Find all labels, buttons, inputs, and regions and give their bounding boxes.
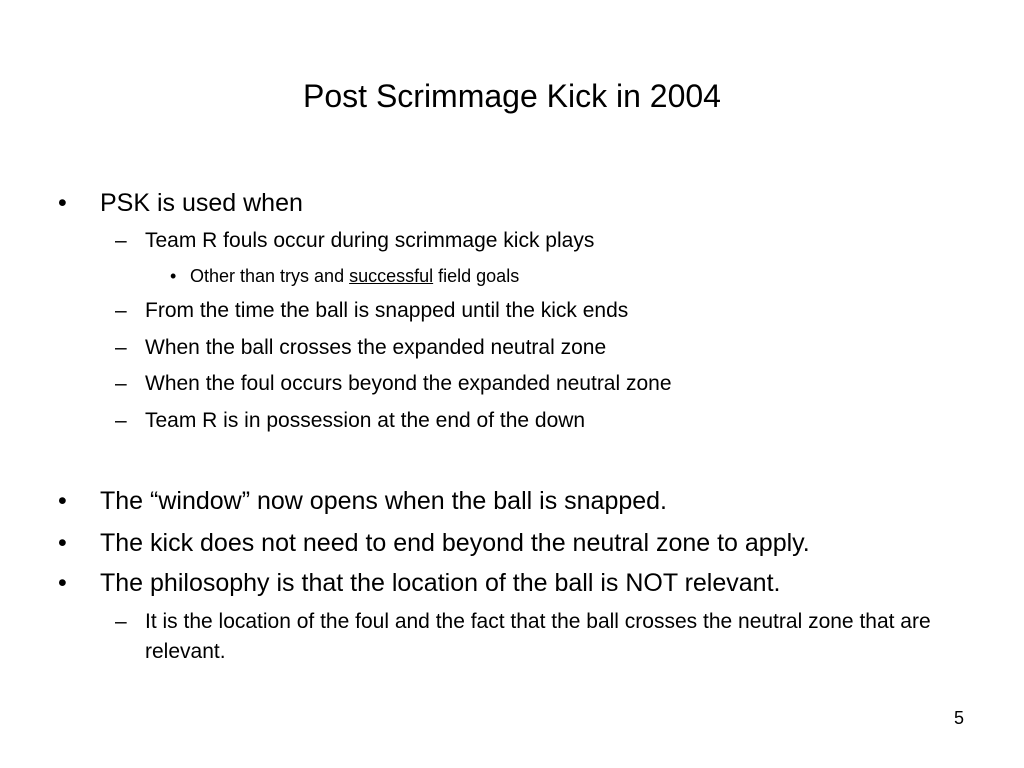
underlined-text: successful <box>349 266 434 286</box>
dash-icon: – <box>115 409 127 432</box>
bullet-dot-icon: • <box>58 569 67 597</box>
bullet-dot-icon: • <box>170 266 177 286</box>
dash-icon: – <box>115 229 127 252</box>
slide-title: Post Scrimmage Kick in 2004 <box>303 78 721 114</box>
sub-bullet-text: Team R is in possession at the end of the down <box>145 409 586 432</box>
sub-bullet-text: Team R fouls occur during scrimmage kick plays <box>145 229 595 252</box>
text-segment: Other than trys and <box>190 266 350 286</box>
bullet-dot-icon: • <box>58 189 67 217</box>
text-segment: field goals <box>433 266 520 286</box>
bullet-dot-icon: • <box>58 529 67 557</box>
bullet-text: The “window” now opens when the ball is snapped. <box>100 487 668 515</box>
bullet-text: The philosophy is that the location of the ball is NOT relevant. <box>100 569 781 597</box>
sub-sub-bullet-text <box>190 264 519 288</box>
bullet-text: PSK is used when <box>100 189 303 217</box>
sub-bullet-text: When the ball crosses the expanded neutral zone <box>145 336 607 359</box>
sub-bullet-text: From the time the ball is snapped until the kick ends <box>145 299 629 322</box>
dash-icon: – <box>115 372 127 395</box>
bullet-dot-icon: • <box>58 487 67 515</box>
bullet-text: The kick does not need to end beyond the neutral zone to apply. <box>100 529 810 557</box>
dash-icon: – <box>115 299 127 322</box>
dash-icon: – <box>115 610 127 633</box>
sub-bullet-text: It is the location of the foul and the fact that the ball crosses the neutral zone that are relevant. <box>145 610 931 663</box>
dash-icon: – <box>115 336 127 359</box>
page-number: 5 <box>953 708 964 728</box>
sub-bullet-text: When the foul occurs beyond the expanded neutral zone <box>145 372 672 395</box>
